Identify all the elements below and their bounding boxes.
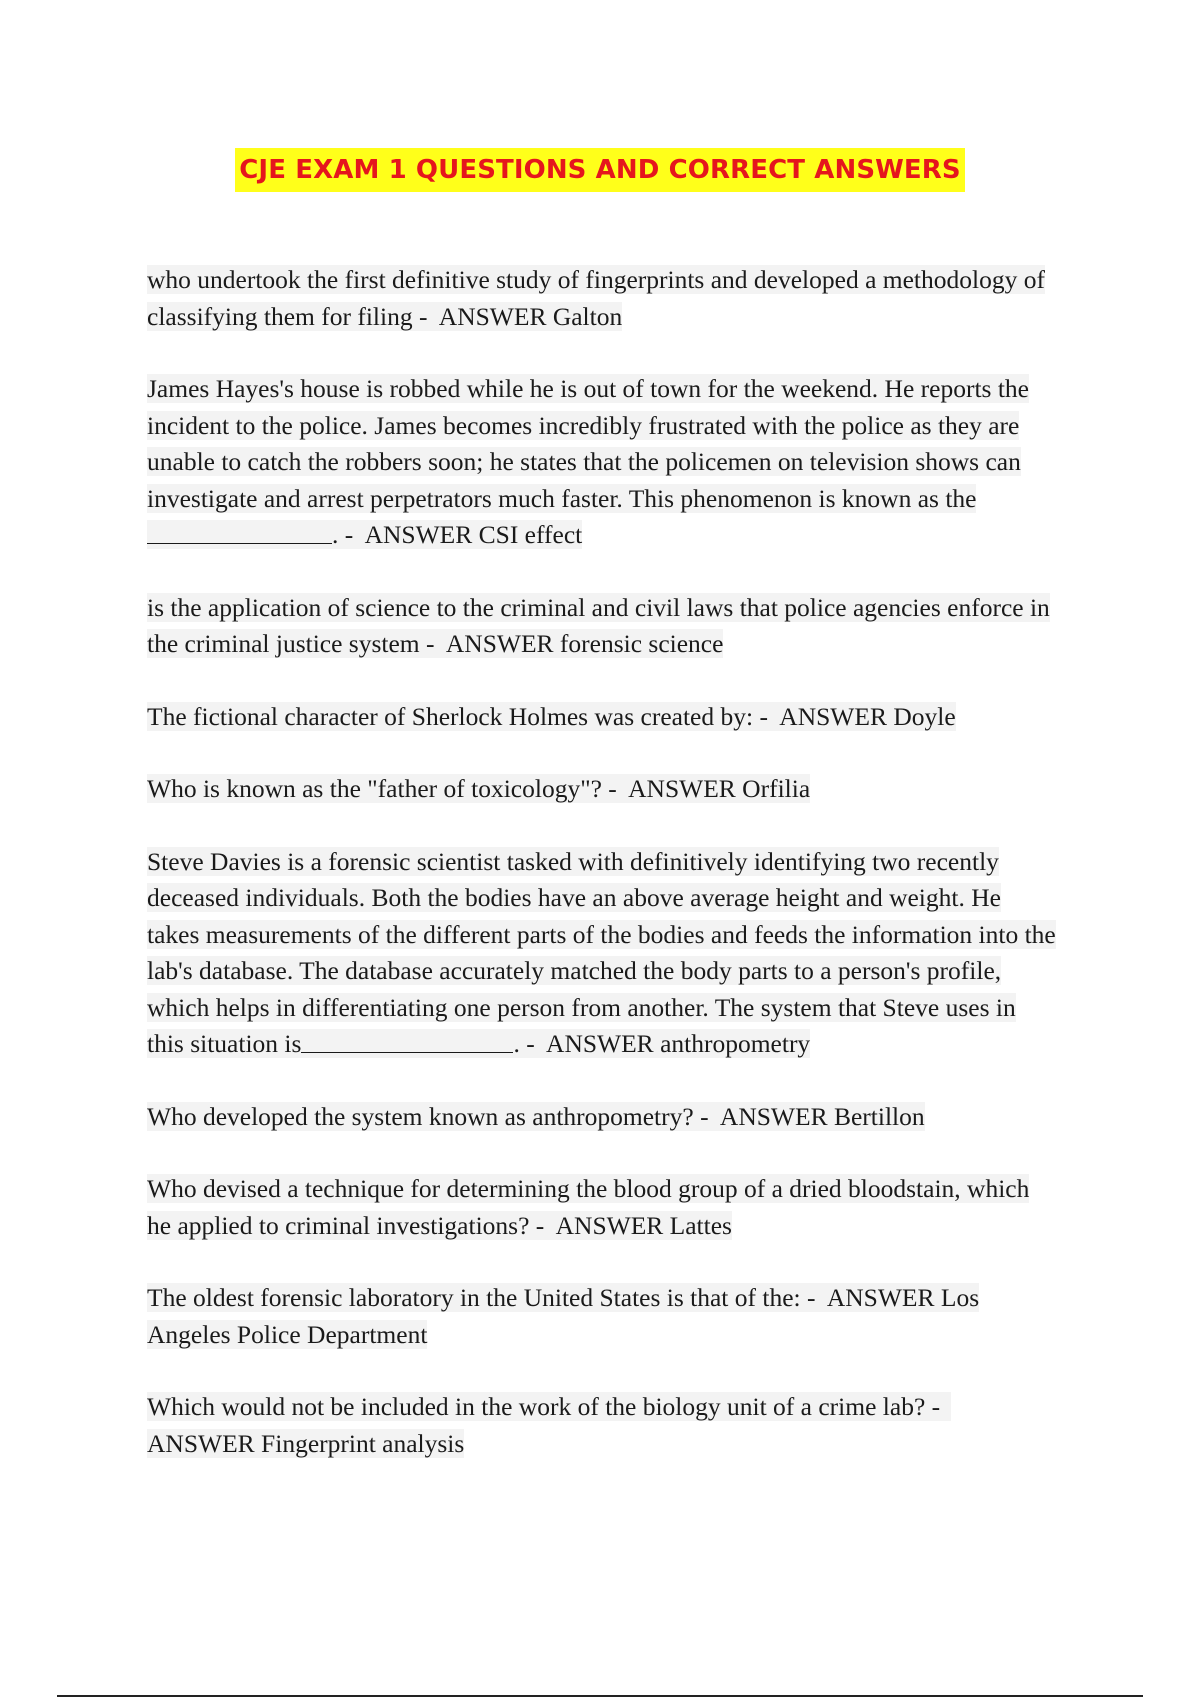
title-container — [0, 148, 1200, 192]
answer-marker: - ANSWER — [800, 1283, 941, 1312]
question-text: Which would not be included in the work of the biology unit of a crime lab? — [147, 1392, 926, 1421]
answer-text: Lattes — [669, 1210, 732, 1240]
document-title: CJE EXAM 1 QUESTIONS AND CORRECT ANSWERS — [235, 148, 964, 192]
qa-item — [147, 1389, 1057, 1462]
qa-item — [147, 1280, 1057, 1353]
answer-text: CSI effect — [478, 520, 583, 549]
qa-text — [147, 774, 810, 803]
qa-item — [147, 590, 1057, 663]
qa-text — [147, 702, 956, 731]
answer-text: Orfilia — [742, 774, 811, 803]
answer-text: forensic science — [559, 629, 724, 658]
question-text: who undertook the first definitive study of fingerprints and developed a methodology of classifying them for filing — [147, 265, 1045, 331]
question-text: The oldest forensic laboratory in the United States is that of the: — [147, 1283, 801, 1312]
qa-item — [147, 371, 1057, 554]
qa-text — [147, 847, 1056, 1059]
answer-blank — [301, 1026, 513, 1053]
question-text: Who is known as the "father of toxicology"? — [147, 774, 602, 803]
qa-text — [147, 1102, 925, 1131]
qa-text — [147, 1174, 1029, 1240]
answer-text: anthropometry — [660, 1029, 811, 1058]
blank-punctuation: . — [513, 1029, 520, 1058]
question-text: is the application of science to the criminal and civil laws that police agencies enforce in the criminal justice system — [147, 592, 1050, 658]
answer-text: Fingerprint analysis — [261, 1428, 465, 1458]
qa-item — [147, 771, 1057, 808]
answer-marker: - ANSWER — [529, 1210, 670, 1240]
answer-blank — [147, 517, 332, 544]
qa-text — [147, 1283, 979, 1349]
answer-marker: - ANSWER — [601, 774, 743, 803]
answer-marker: - ANSWER — [519, 1029, 661, 1058]
qa-text — [147, 265, 1045, 331]
qa-item — [147, 1099, 1057, 1136]
qa-text — [147, 593, 1050, 659]
answer-text: Bertillon — [833, 1101, 925, 1131]
question-text: Steve Davies is a forensic scientist tasked with definitively identifying two recently deceased individuals. Both the bodies have an above average height and weight. He takes measurements of the different parts of the bodies and feeds the information into the lab's database. The database accurately matched the body parts to a person's profile, which helps in differentiating one person from another. The system that Steve uses in this situation is — [147, 846, 1056, 1058]
question-text: The fictional character of Sherlock Holmes was created by: — [147, 701, 754, 731]
qa-item — [147, 262, 1057, 335]
question-text: Who developed the system known as anthropometry? — [147, 1101, 694, 1131]
answer-marker: - ANSWER — [753, 701, 894, 731]
question-text: Who devised a technique for determining the blood group of a dried bloodstain, which he applied to criminal investigations? — [147, 1174, 1030, 1240]
answer-marker: - ANSWER — [338, 520, 479, 549]
answer-marker: - ANSWER — [147, 1392, 952, 1458]
answer-marker: - ANSWER — [693, 1101, 834, 1131]
qa-item — [147, 699, 1057, 736]
footer-divider — [57, 1695, 1143, 1697]
answer-text: Galton — [552, 301, 623, 331]
blank-punctuation: . — [332, 520, 339, 549]
answer-marker: - ANSWER — [412, 301, 553, 331]
qa-text — [147, 1392, 951, 1458]
qa-text — [147, 374, 1029, 549]
qa-item — [147, 844, 1057, 1063]
question-text: James Hayes's house is robbed while he is out of town for the weekend. He reports the incident to the police. James becomes incredibly frustrated with the police as they are unable to catch the robbers soon; he states that the policemen on television shows can investigate and arrest perpetrators much faster. This phenomenon is known as the — [147, 374, 1030, 513]
qa-list — [147, 262, 1057, 1498]
answer-text: Doyle — [893, 701, 956, 731]
answer-marker: - ANSWER — [419, 629, 560, 658]
answer-text: Los Angeles Police Department — [147, 1283, 980, 1349]
qa-item — [147, 1171, 1057, 1244]
